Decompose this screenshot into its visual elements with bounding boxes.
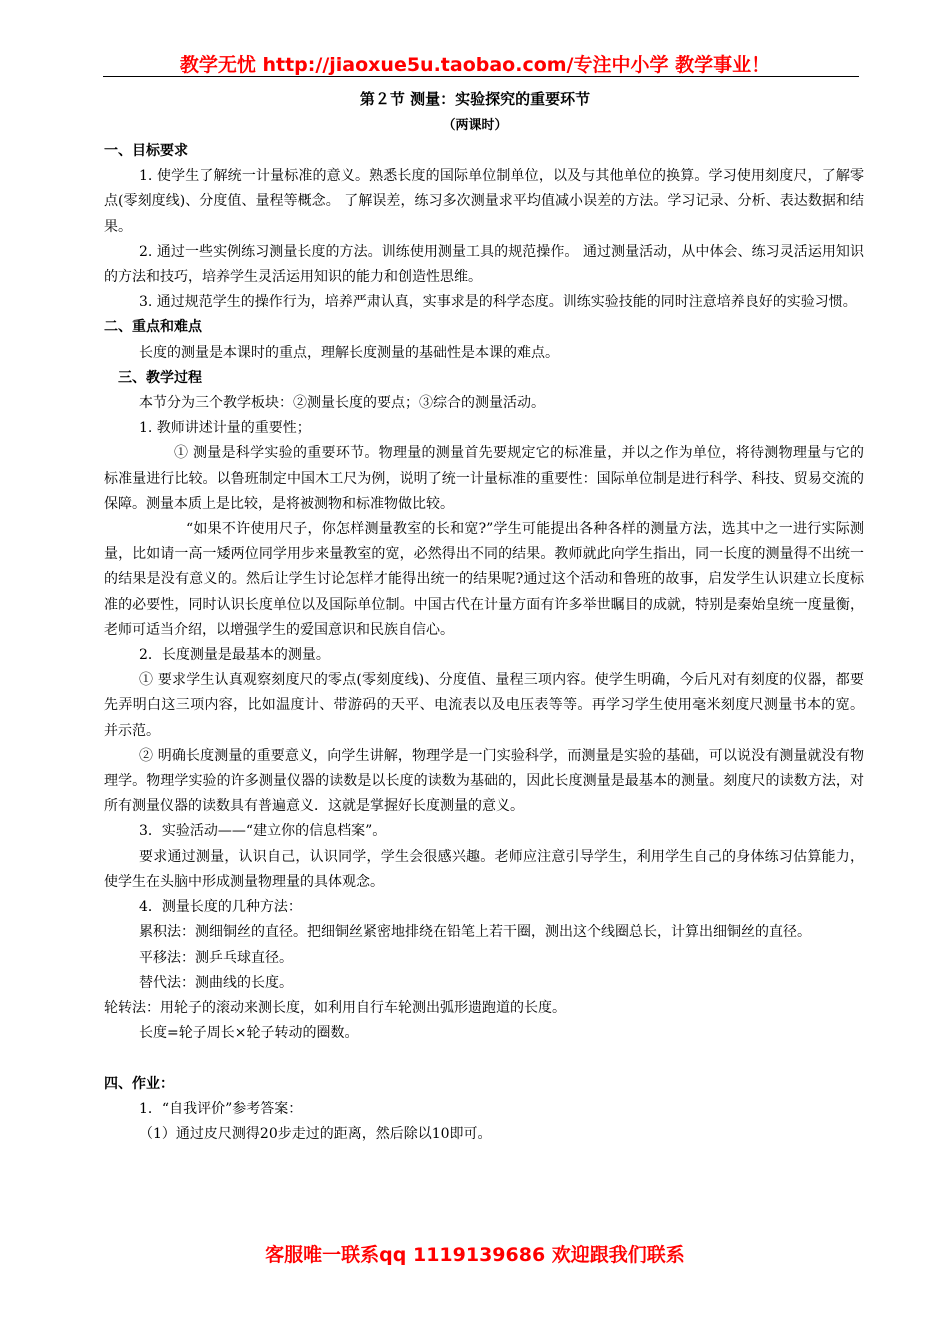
section-heading-focus: 二、重点和难点 xyxy=(104,319,202,336)
paragraph: 轮转法：用轮子的滚动来测长度，如利用自行车轮测出弧形遗跑道的长度。 xyxy=(104,999,566,1016)
paragraph: ① 要求学生认真观察刻度尺的零点(零刻度线)、分度值、量程三项内容。使学生明确，今后凡对有刻度的仪器，都要先弄明白这三项内容，比如温度计、带游码的天平、电流表以及电压表等等。再学习学生使用毫米刻度尺测量书本的宽。 并示范。 xyxy=(104,672,864,739)
paragraph: 1. 教师讲述计量的重要性； xyxy=(139,420,311,437)
paragraph: 4．测量长度的几种方法： xyxy=(139,899,302,916)
section-heading-goals: 一、目标要求 xyxy=(104,143,188,159)
paragraph: 平移法：测乒乓球直径。 xyxy=(139,949,293,966)
paragraph: ② 明确长度测量的重要意义，向学生讲解，物理学是一门实验科学，而测量是实验的基础，可以说没有测量就没有物理学。物理学实验的许多测量仪器的读数是以长度的读数为基础的，因此长度测量是最基本的测量。刻度尺的读数方法，对所有测量仪器的读数具有普遍意义．这就是掌握好长度测量的意义。 xyxy=(104,747,864,815)
paragraph: 替代法：测曲线的长度。 xyxy=(139,974,293,991)
doc-body xyxy=(104,139,864,1147)
paragraph: 3．实验活动——“建立你的信息档案”。 xyxy=(139,823,387,840)
spacer xyxy=(104,1046,864,1071)
header-banner: 教学无忧 http://jiaoxue5u.taobao.com/专注中小学 教学事业！ xyxy=(179,54,771,76)
footer-contact: 客服唯一联系qq 1119139686 欢迎跟我们联系 xyxy=(265,1244,685,1266)
paragraph: 3. 通过规范学生的操作行为，培养严肃认真，实事求是的科学态度。训练实验技能的同时注意培养良好的实验习惯。 xyxy=(139,294,857,311)
doc-subtitle: （两课时） xyxy=(442,118,508,133)
doc-title: 第２节 测量：实验探究的重要环节 xyxy=(359,90,591,108)
paragraph: 1. 使学生了解统一计量标准的意义。熟悉长度的国际单位制单位，以及与其他单位的换算。学习使用刻度尺，了解零点(零刻度线)、分度值、量程等概念。 了解误差，练习多次测量求平均值减小误差的方法。学习记录、分析、表达数据和结果。 xyxy=(104,168,864,235)
paragraph: 长度=轮子周长×轮子转动的圈数。 xyxy=(139,1025,359,1042)
paragraph: 1．“自我评价”参考答案： xyxy=(139,1100,303,1117)
paragraph: 累积法：测细铜丝的直径。把细铜丝紧密地排绕在铅笔上若干圈，测出这个线圈总长，计算出细铜丝的直径。 xyxy=(139,924,811,941)
paragraph: 本节分为三个教学板块：②测量长度的要点；③综合的测量活动。 xyxy=(139,395,545,412)
section-heading-homework: 四、作业： xyxy=(104,1075,174,1092)
paragraph: 要求通过测量，认识自己，认识同学，学生会很感兴趣。老师应注意引导学生，利用学生自己的身体练习估算能力，使学生在头脑中形成测量物理量的具体观念。 xyxy=(104,848,864,890)
paragraph: “如果不许使用尺子，你怎样测量教室的长和宽?”学生可能提出各种各样的测量方法，选其中之一进行实际测量，比如请一高一矮两位同学用步来量教室的宽，必然得出不同的结果。教师就此向学生指出，同一长度的测量得不出统一的结果是没有意义的。然后让学生讨论怎样才能得出统一的结果呢?通过这个活动和鲁班的故事，启发学生认识建立长度标准的必要性，同时认识长度单位以及国际单位制。中国古代在计量方面有许多举世瞩目的成就，特别是秦始皇统一度量衡，老师可适当介绍，以增强学生的爱国意识和民族自信心。 xyxy=(104,521,864,638)
header-rule xyxy=(103,76,859,77)
paragraph: 2．长度测量是最基本的测量。 xyxy=(139,647,330,664)
paragraph: 长度的测量是本课时的重点，理解长度测量的基础性是本课的难点。 xyxy=(139,344,559,361)
paragraph: 2. 通过一些实例练习测量长度的方法。训练使用测量工具的规范操作。 通过测量活动，从中体会、练习灵活运用知识的方法和技巧，培养学生灵活运用知识的能力和创造性思维。 xyxy=(104,243,864,286)
section-heading-process: 三、教学过程 xyxy=(118,369,202,386)
paragraph: （1）通过皮尺测得20步走过的距离，然后除以10即可。 xyxy=(139,1125,492,1142)
paragraph: ① 测量是科学实验的重要环节。物理量的测量首先要规定它的标准量，并以之作为单位，将待测物理量与它的标准量进行比较。以鲁班制定中国木工尺为例，说明了统一计量标准的重要性：国际单位制是进行科学、科技、贸易交流的保障。测量本质上是比较，是将被测物和标准物做比较。 xyxy=(104,445,864,512)
